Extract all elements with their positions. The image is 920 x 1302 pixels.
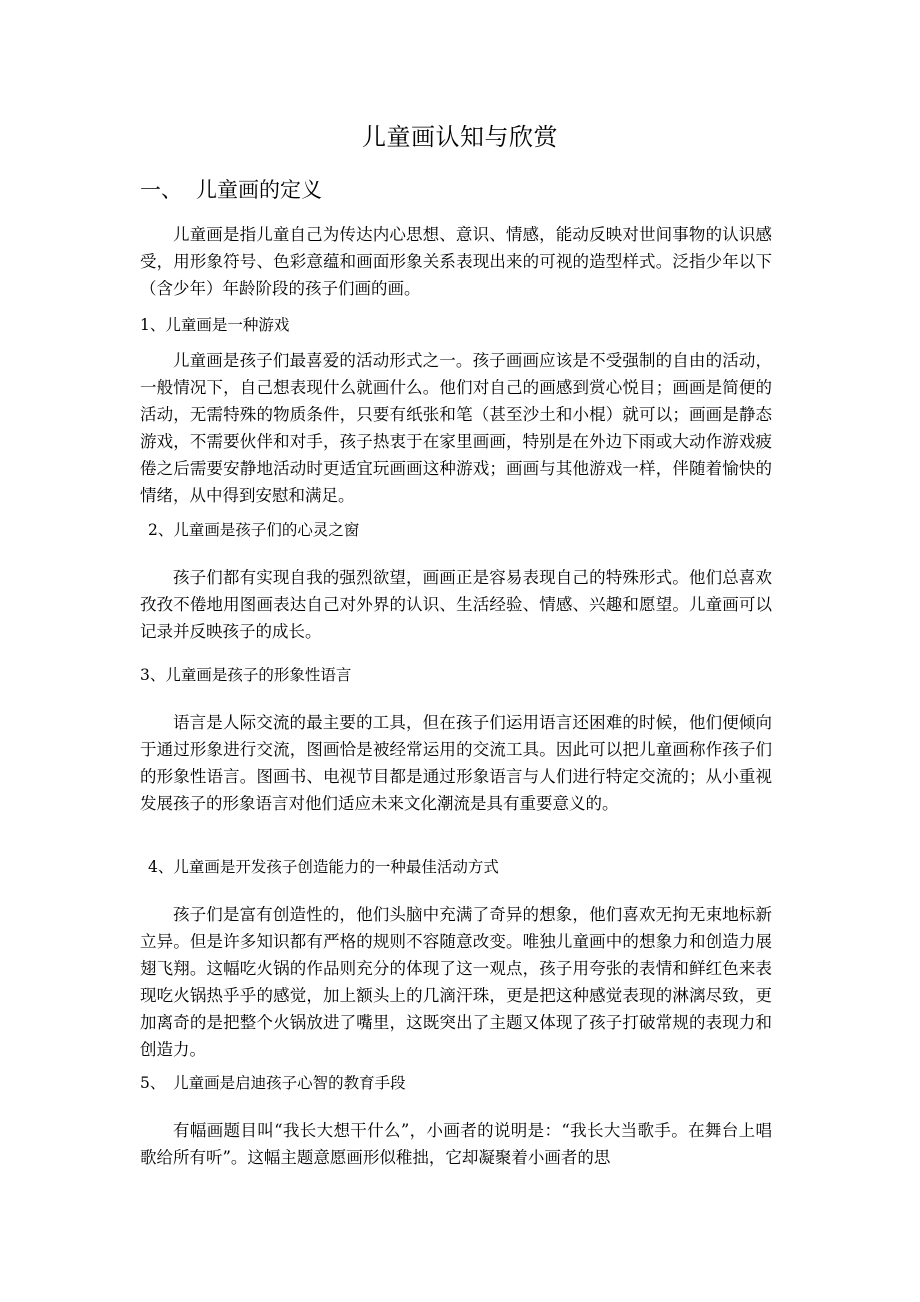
item-3-paragraph: 语言是人际交流的最主要的工具，但在孩子们运用语言还困难的时候，他们便倾向于通过形象进行交流，图画恰是被经常运用的交流工具。因此可以把儿童画称作孩子们的形象性语言。图画书、电视节目都是通过形象语言与人们进行特定交流的；从小重视发展孩子的形象语言对他们适应未来文化潮流是具有重要意义的。	[140, 713, 772, 813]
item-4-paragraph: 孩子们是富有创造性的，他们头脑中充满了奇异的想象，他们喜欢无拘无束地标新立异。但是许多知识都有严格的规则不容随意改变。唯独儿童画中的想象力和创造力展翅飞翔。这幅吃火锅的作品则充分的体现了这一观点，孩子用夸张的表情和鲜红色来表现吃火锅热乎乎的感觉，加上额头上的几滴汗珠，更是把这种感觉表现的淋漓尽致，更加离奇的是把整个火锅放进了嘴里，这既突出了主题又体现了孩子打破常规的表现力和创造力。	[140, 905, 772, 1059]
document-title: 儿童画认知与欣赏	[362, 123, 558, 151]
section-heading	[140, 176, 322, 204]
item-5-heading: 5、 儿童画是启迪孩子心智的教育手段	[140, 1074, 406, 1092]
item-1-heading: 1、儿童画是一种游戏	[140, 316, 290, 334]
item-1-paragraph: 儿童画是孩子们最喜爱的活动形式之一。孩子画画应该是不受强制的自由的活动，一般情况下，自己想表现什么就画什么。他们对自己的画感到赏心悦目；画画是简便的活动，无需特殊的物质条件，只要有纸张和笔（甚至沙土和小棍）就可以；画画是静态游戏，不需要伙伴和对手，孩子热衷于在家里画画，特别是在外边下雨或大动作游戏疲倦之后需要安静地活动时更适宜玩画画这种游戏；画画与其他游戏一样，伴随着愉快的情绪，从中得到安慰和满足。	[140, 351, 772, 505]
item-4-heading: 4、儿童画是开发孩子创造能力的一种最佳活动方式	[148, 858, 499, 876]
intro-paragraph: 儿童画是指儿童自己为传达内心思想、意识、情感，能动反映对世间事物的认识感受，用形象符号、色彩意蕴和画面形象关系表现出来的可视的造型样式。泛指少年以下（含少年）年龄阶段的孩子们画的画。	[140, 225, 772, 298]
item-3-heading: 3、儿童画是孩子的形象性语言	[140, 666, 352, 684]
item-2-heading: 2、儿童画是孩子们的心灵之窗	[148, 521, 360, 539]
item-2-paragraph: 孩子们都有实现自我的强烈欲望，画画正是容易表现自己的特殊形式。他们总喜欢孜孜不倦地用图画表达自己对外界的认识、生活经验、情感、兴趣和愿望。儿童画可以记录并反映孩子的成长。	[140, 568, 772, 641]
section-heading-text: 儿童画的定义	[196, 178, 322, 202]
section-number: 一、	[140, 178, 182, 202]
item-5-paragraph: 有幅画题目叫“我长大想干什么”，小画者的说明是：“我长大当歌手。在舞台上唱歌给所有听”。这幅主题意愿画形似稚拙，它却凝聚着小画者的思	[140, 1121, 772, 1167]
